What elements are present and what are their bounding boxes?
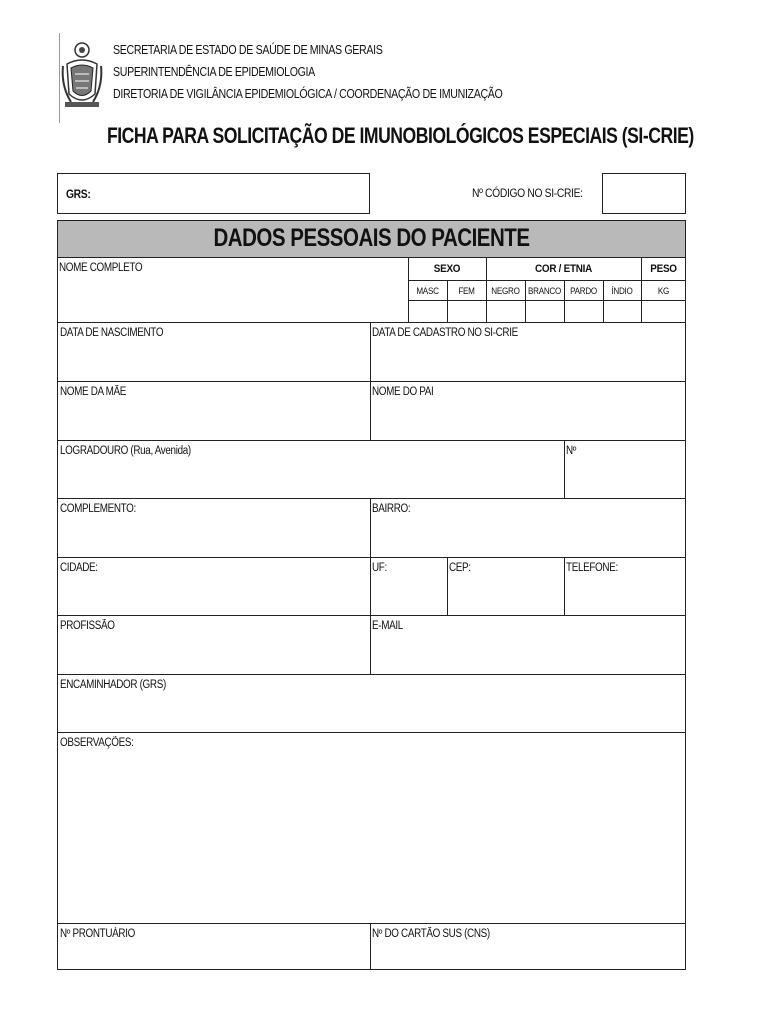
cor-pardo-label: PARDO (570, 286, 597, 296)
coat-of-arms-icon (61, 36, 103, 110)
logradouro-label: LOGRADOURO (Rua, Avenida) (60, 445, 191, 457)
data-nascimento-label: DATA DE NASCIMENTO (60, 327, 164, 339)
sexo-header: SEXO (433, 263, 461, 275)
cor-etnia-header: COR / ETNIA (535, 263, 592, 275)
bairro-label: BAIRRO: (372, 503, 411, 515)
data-cadastro-field[interactable] (370, 322, 686, 382)
complemento-field[interactable] (57, 498, 371, 558)
header-line-3: DIRETORIA DE VIGILÂNCIA EPIDEMIOLÓGICA / COORDENAÇÃO DE IMUNIZAÇÃO (113, 87, 503, 101)
numero-field[interactable] (564, 440, 686, 499)
grs-label: GRS: (66, 187, 91, 201)
sexo-masc-checkbox[interactable] (409, 301, 446, 321)
encaminhador-field[interactable] (57, 674, 686, 733)
cor-negro-checkbox[interactable] (487, 301, 524, 321)
cor-branco-checkbox[interactable] (526, 301, 563, 321)
form-title: FICHA PARA SOLICITAÇÃO DE IMUNOBIOLÓGICOS ESPECIAIS (SI-CRIE) (107, 123, 694, 148)
numero-label: Nº (566, 445, 577, 457)
cor-indio-checkbox[interactable] (604, 301, 640, 321)
data-cadastro-label: DATA DE CADASTRO NO SI-CRIE (372, 327, 518, 339)
cor-pardo-checkbox[interactable] (565, 301, 602, 321)
telefone-label: TELEFONE: (566, 562, 618, 574)
logradouro-field[interactable] (57, 440, 565, 499)
profissao-label: PROFISSÃO (60, 620, 115, 632)
cartao-sus-field[interactable] (370, 923, 686, 970)
uf-label: UF: (372, 562, 387, 574)
nome-mae-label: NOME DA MÃE (60, 386, 127, 398)
complemento-label: COMPLEMENTO: (60, 503, 136, 515)
prontuario-field[interactable] (57, 923, 371, 970)
sexo-fem-label: FEM (458, 286, 475, 296)
cor-indio-label: ÍNDIO (611, 286, 633, 296)
peso-header: PESO (650, 263, 677, 275)
email-field[interactable] (370, 615, 686, 675)
peso-input[interactable] (642, 301, 685, 321)
bairro-field[interactable] (370, 498, 686, 558)
grs-field[interactable] (57, 173, 370, 214)
peso-unit-label: KG (657, 286, 670, 296)
nome-completo-label: NOME COMPLETO (59, 262, 143, 274)
uf-field[interactable] (370, 557, 448, 616)
cep-label: CEP: (449, 562, 471, 574)
si-crie-code-label: Nº CÓDIGO NO SI-CRIE: (472, 186, 583, 200)
nome-mae-field[interactable] (57, 381, 371, 441)
si-crie-code-field[interactable] (602, 173, 686, 214)
cartao-sus-label: Nº DO CARTÃO SUS (CNS) (372, 928, 490, 940)
header-line-2: SUPERINTENDÊNCIA DE EPIDEMIOLOGIA (113, 65, 315, 79)
observacoes-label: OBSERVAÇÕES: (60, 737, 134, 749)
header-line-1: SECRETARIA DE ESTADO DE SAÚDE DE MINAS GERAIS (113, 43, 383, 57)
cidade-label: CIDADE: (60, 562, 98, 574)
observacoes-field[interactable] (57, 732, 686, 924)
header-divider (59, 33, 60, 123)
prontuario-label: Nº PRONTUÁRIO (60, 928, 135, 940)
cidade-field[interactable] (57, 557, 371, 616)
cep-field[interactable] (447, 557, 565, 616)
email-label: E-MAIL (372, 620, 403, 632)
encaminhador-label: ENCAMINHADOR (GRS) (60, 679, 166, 691)
nome-pai-field[interactable] (370, 381, 686, 441)
section-title: DADOS PESSOAIS DO PACIENTE (213, 224, 530, 252)
data-nascimento-field[interactable] (57, 322, 371, 382)
telefone-field[interactable] (564, 557, 686, 616)
cor-branco-label: BRANCO (527, 286, 562, 296)
nome-pai-label: NOME DO PAI (372, 386, 434, 398)
sexo-masc-label: MASC (416, 286, 439, 296)
cor-negro-label: NEGRO (491, 286, 520, 296)
sexo-fem-checkbox[interactable] (448, 301, 485, 321)
section-header (57, 220, 686, 258)
profissao-field[interactable] (57, 615, 371, 675)
